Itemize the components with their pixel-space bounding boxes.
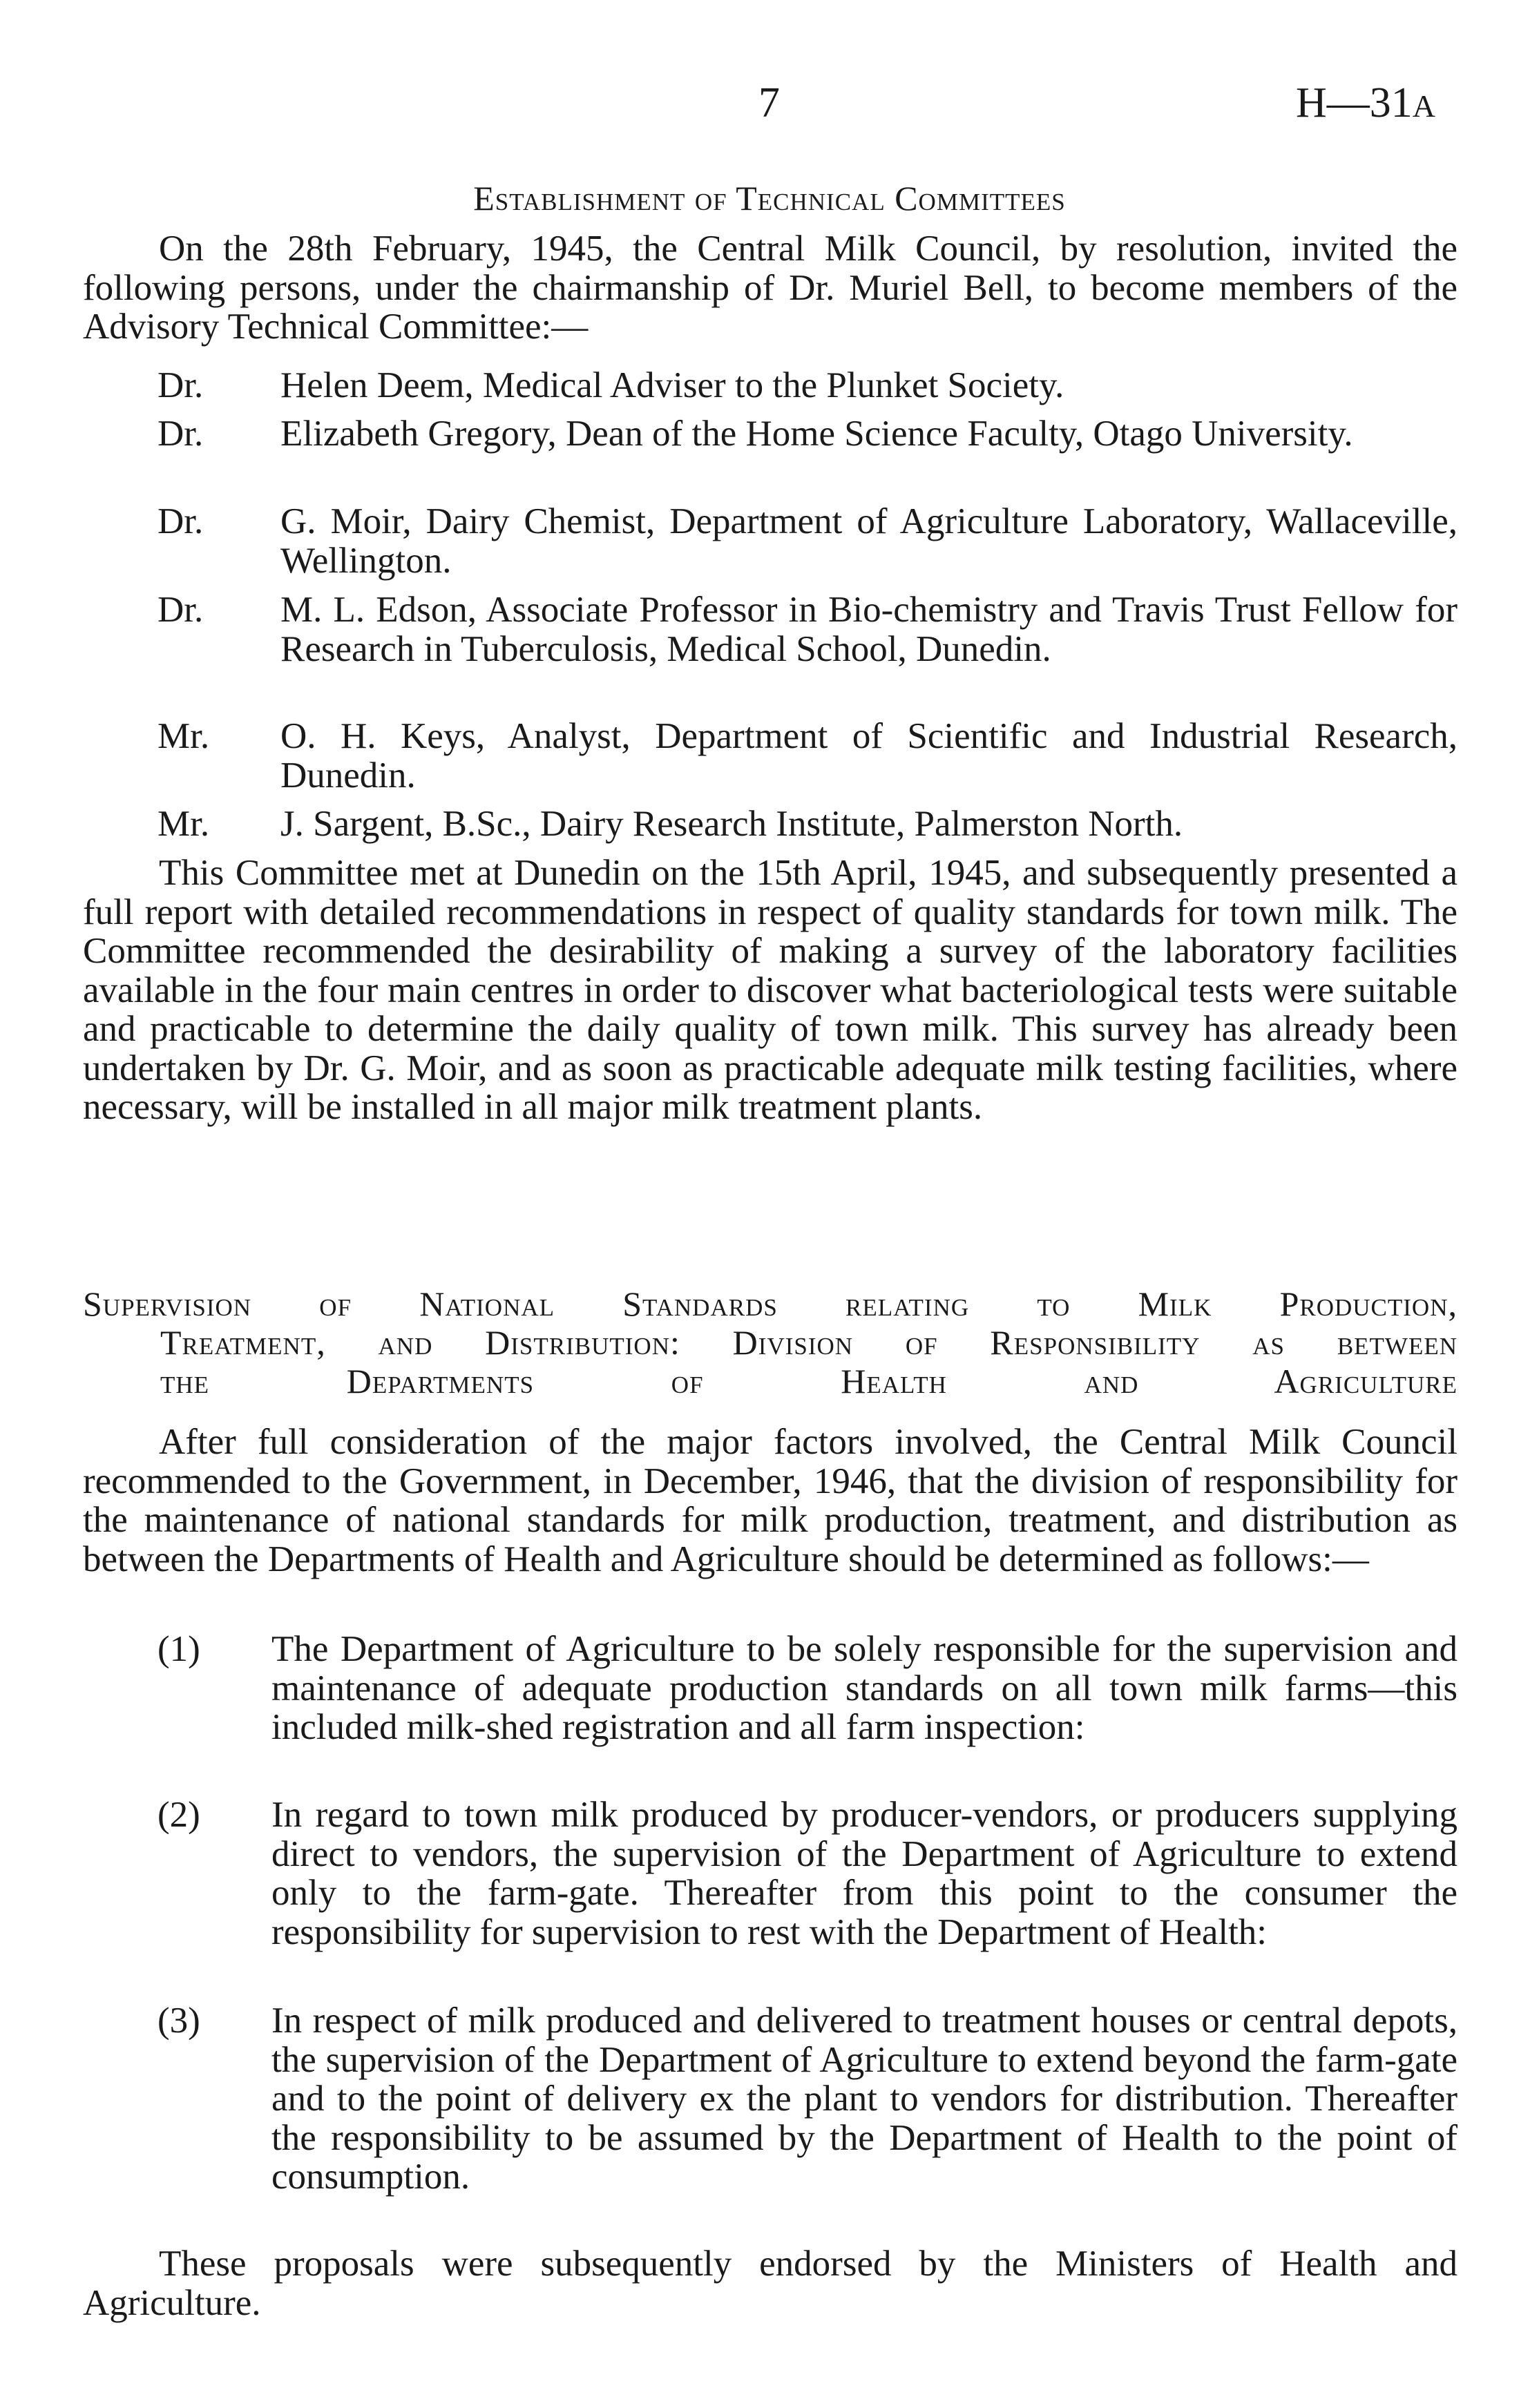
document-code-main: H—31 xyxy=(1296,79,1413,126)
list-item-text: In respect of milk produced and delivered to treatment houses or central depots, the supervision of the Department of Agriculture to extend beyond the farm-gate and to the point of delivery ex the plant to vendors for distribution. Thereafter the responsibility to be assumed by the Department of Health to the point of consumption. xyxy=(271,2001,1457,2197)
member-text: Helen Deem, Medical Adviser to the Plunket Society. xyxy=(280,365,1064,405)
member-entry xyxy=(157,502,1457,580)
member-text: J. Sargent, B.Sc., Dairy Research Institute, Palmerston North. xyxy=(280,804,1183,844)
list-item-text: In regard to town milk produced by producer-vendors, or producers supplying direct to vendors, the supervision of the Department of Agriculture to extend only to the farm-gate. Thereafter from this point to the consumer the responsibility for supervision to rest with the Department of Health: xyxy=(271,1795,1457,1952)
member-entry xyxy=(157,366,1457,405)
member-entry xyxy=(157,717,1457,795)
list-item-number: (1) xyxy=(157,1629,200,1669)
list-item-number: (2) xyxy=(157,1795,200,1835)
section-heading-supervision xyxy=(83,1284,1457,1400)
member-entry xyxy=(157,805,1457,844)
document-code xyxy=(1296,81,1435,124)
page-number: 7 xyxy=(758,79,780,126)
member-title: Dr. xyxy=(157,414,204,454)
section1-intro-paragraph: On the 28th February, 1945, the Central Milk Council, by resolution, invited the following persons, under the chairmanship of Dr. Muriel Bell, to become members of the Advisory Technical Committee:— xyxy=(83,229,1457,347)
section-heading-technical-committees: Establishment of Technical Committees xyxy=(473,179,1066,218)
member-text: G. Moir, Dairy Chemist, Department of Agriculture Laboratory, Wallaceville, Wellington. xyxy=(280,501,1457,581)
list-item xyxy=(157,2001,1457,2197)
section1-conclusion-paragraph: This Committee met at Dunedin on the 15th April, 1945, and subsequently presented a full report with detailed recommendations in respect of quality standards for town milk. The Committee recommended the desirability of making a survey of the laboratory facilities available in the four main centres in order to discover what bacteriological tests were suitable and practicable to determine the daily quality of town milk. This survey has already been undertaken by Dr. G. Moir, and as soon as practicable adequate milk testing facilities, where necessary, will be installed in all major milk treatment plants. xyxy=(83,853,1457,1127)
list-item xyxy=(157,1795,1457,1952)
document-code-suffix: A xyxy=(1412,88,1436,124)
member-entry xyxy=(157,414,1457,454)
section2-conclusion-paragraph: These proposals were subsequently endorsed by the Ministers of Health and Agriculture. xyxy=(83,2244,1457,2323)
list-item xyxy=(157,1630,1457,1747)
member-title: Mr. xyxy=(157,804,210,844)
section-heading-line-2: Treatment, and Distribution: Division of Responsibility as between xyxy=(160,1323,1457,1362)
member-title: Dr. xyxy=(157,590,204,630)
section-heading-line-3: the Departments of Health and Agriculture xyxy=(160,1362,1457,1400)
member-text: Elizabeth Gregory, Dean of the Home Science Faculty, Otago University. xyxy=(280,414,1353,454)
member-text: O. H. Keys, Analyst, Department of Scientific and Industrial Research, Dunedin. xyxy=(280,716,1457,796)
list-item-text: The Department of Agriculture to be solely responsible for the supervision and maintenance of adequate production standards on all town milk farms—this included milk-shed registration and all farm inspection: xyxy=(271,1629,1457,1747)
list-item-number: (3) xyxy=(157,2001,200,2041)
section-heading-line-1: Supervision of National Standards relating to Milk Production, xyxy=(83,1284,1457,1323)
member-title: Dr. xyxy=(157,501,204,541)
section2-intro-paragraph: After full consideration of the major factors involved, the Central Milk Council recommended to the Government, in December, 1946, that the division of responsibility for the maintenance of national standards for milk production, treatment, and distribution as between the Departments of Health and Agriculture should be determined as follows:— xyxy=(83,1422,1457,1579)
member-title: Mr. xyxy=(157,716,210,756)
member-text: M. L. Edson, Associate Professor in Bio-chemistry and Travis Trust Fellow for Research in Tuberculosis, Medical School, Dunedin. xyxy=(280,590,1457,669)
member-entry xyxy=(157,590,1457,668)
member-title: Dr. xyxy=(157,365,204,405)
